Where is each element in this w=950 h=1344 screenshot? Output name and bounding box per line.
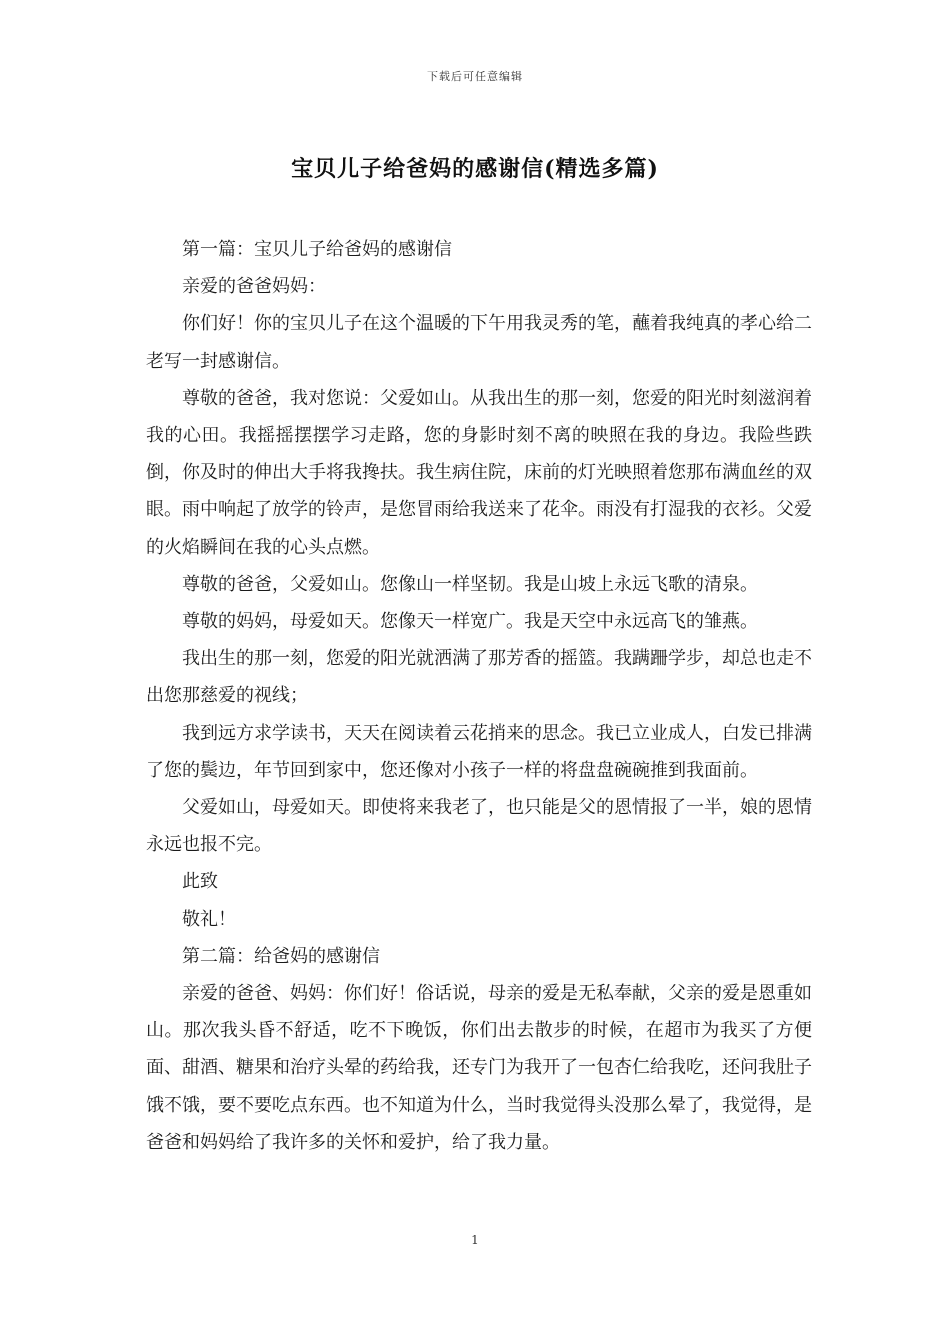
body-paragraph: 你们好！你的宝贝儿子在这个温暖的下午用我灵秀的笔，蘸着我纯真的孝心给二老写一封感谢信。	[146, 313, 812, 372]
closing-line: 此致	[182, 871, 218, 893]
header-note: 下载后可任意编辑	[427, 70, 523, 83]
document-body	[146, 231, 812, 1161]
salutation: 亲爱的爸爸妈妈：	[182, 276, 326, 298]
body-paragraph: 我出生的那一刻，您爱的阳光就洒满了那芳香的摇篮。我蹒跚学步，却总也走不出您那慈爱的视线；	[146, 648, 812, 707]
body-paragraph: 我到远方求学读书，天天在阅读着云花捎来的思念。我已立业成人，白发已排满了您的鬓边，年节回到家中，您还像对小孩子一样的将盘盘碗碗推到我面前。	[146, 722, 812, 781]
body-paragraph: 尊敬的爸爸，父爱如山。您像山一样坚韧。我是山坡上永远飞歌的清泉。	[182, 573, 758, 595]
body-paragraph: 尊敬的妈妈，母爱如天。您像天一样宽广。我是天空中永远高飞的雏燕。	[182, 611, 758, 633]
body-paragraph: 亲爱的爸爸、妈妈：你们好！俗话说，母亲的爱是无私奉献，父亲的爱是恩重如山。那次我头昏不舒适，吃不下晚饭，你们出去散步的时候，在超市为我买了方便面、甜酒、糖果和治疗头晕的药给我，还专门为我开了一包杏仁给我吃，还问我肚子饿不饿，要不要吃点东西。也不知道为什么，当时我觉得头没那么晕了，我觉得，是爸爸和妈妈给了我许多的关怀和爱护，给了我力量。	[146, 983, 812, 1153]
page-number: 1	[471, 1233, 479, 1247]
section-heading-2: 第二篇：给爸妈的感谢信	[182, 945, 380, 967]
body-paragraph: 尊敬的爸爸，我对您说：父爱如山。从我出生的那一刻，您爱的阳光时刻滋润着我的心田。我摇摇摆摆学习走路，您的身影时刻不离的映照在我的身边。我险些跌倒，你及时的伸出大手将我搀扶。我生病住院，床前的灯光映照着您那布满血丝的双眼。雨中响起了放学的铃声，是您冒雨给我送来了花伞。雨没有打湿我的衣衫。父爱的火焰瞬间在我的心头点燃。	[146, 387, 812, 558]
document-title: 宝贝儿子给爸妈的感谢信(精选多篇)	[291, 156, 659, 182]
section-heading-1: 第一篇：宝贝儿子给爸妈的感谢信	[182, 239, 452, 260]
body-paragraph: 父爱如山，母爱如天。即使将来我老了，也只能是父的恩情报了一半，娘的恩情永远也报不完。	[146, 797, 812, 856]
closing-salute: 敬礼！	[182, 908, 236, 930]
